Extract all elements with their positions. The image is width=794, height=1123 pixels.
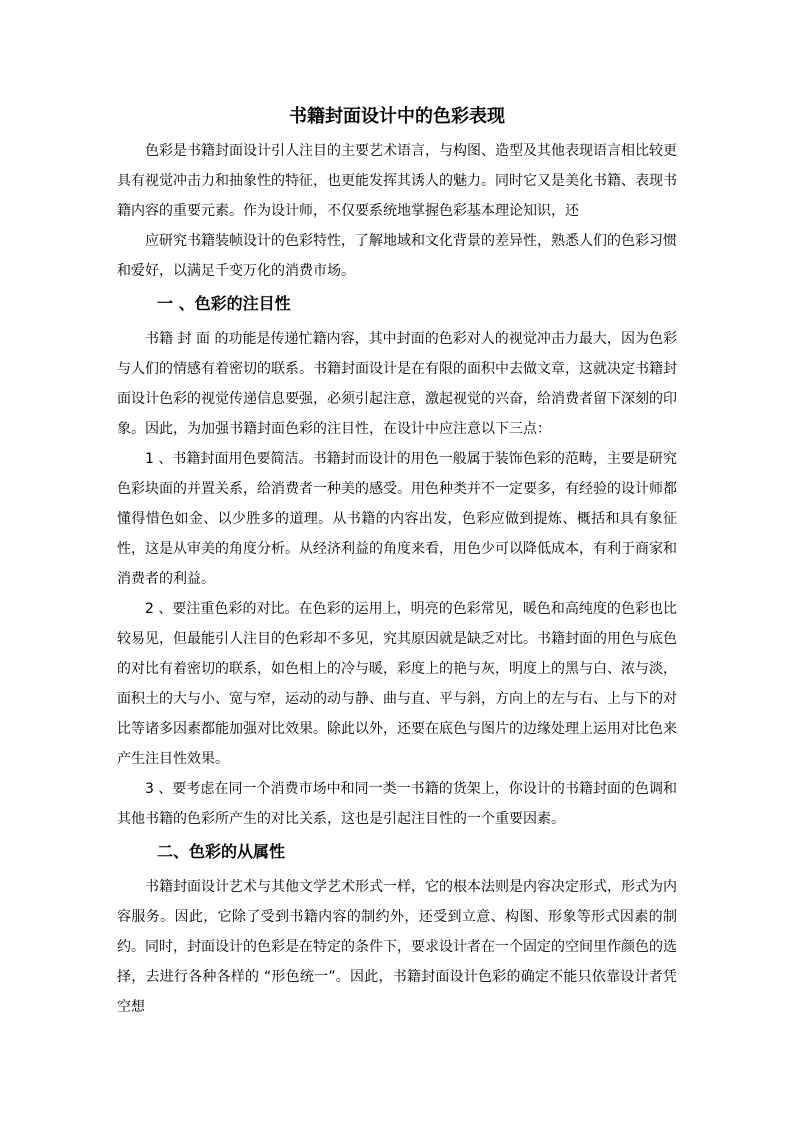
section1-paragraph-3: 2 、要注重色彩的对比。在色彩的运用上，明亮的色彩常见，暖色和高纯度的色彩也比较易见，但最能引人注目的色彩却不多见，究其原因就是缺乏对比。书籍封面的用色与底色的对比有着密切的联系，如色相上的冷与暖，彩度上的艳与灰，明度上的黑与白、浓与淡，面积土的大与小、宽与窄，运动的动与静、曲与直、平与斜，方向上的左与右、上与下的对比等诸多因素都能加强对比效果。除此以外，还要在底色与图片的边缘处理上运用对比色来产生注目性效果。 xyxy=(117,601,677,767)
section1-paragraph-1: 书籍 封 面 的功能是传递忙籍内容，其中封面的色彩对人的视觉冲击力最大，因为色彩与人们的情感有着密切的联系。书籍封面设计是在有限的面积中去做文章，这就决定书籍封面设计色彩的视觉传递信息要强，必须引起注意，激起视觉的兴奋，给消费者留下深刻的印象。因此，为加强书籍封面色彩的注目性，在设计中应注意以下三点： xyxy=(117,331,677,437)
section1-paragraph-4: 3 、要考虑在同一个消费市场中和同一类一书籍的货架上，你设计的书籍封面的色调和其他书籍的色彩所产生的对比关系，这也是引起注目性的一个重要因素。 xyxy=(117,781,677,827)
section2-paragraph-1: 书籍封面设计艺术与其他文学艺术形式一样，它的根本法则是内容决定形式，形式为内容服务。因此，它除了受到书籍内容的制约外，还受到立意、构图、形象等形式因素的制约。同时，封面设计的色彩是在特定的条件下，要求设计者在一个固定的空间里作颜色的选择，去进行各种各样的 “形色统一”。因此，书籍封面设计色彩的确定不能只依靠设计者凭空想 xyxy=(117,879,677,1015)
intro-paragraph-1: 色彩是书籍封面设计引人注目的主要艺术语言，与构图、造型及其他表现语言相比较更具有视觉冲击力和抽象性的特征，也更能发挥其诱人的魅力。同时它又是美化书籍、表现书籍内容的重要元素。作为设计师，不仅要系统地掌握色彩基本理论知识，还 xyxy=(117,143,677,219)
section-heading-1: 一 、色彩的注目性 xyxy=(157,294,291,313)
section1-paragraph-2: 1 、书籍封面用色要简洁。书籍封而设计的用色一般属于装饰色彩的范畴，主要是研究色彩块面的并置关系，给消费者一种美的感受。用色种类并不一定要多，有经验的设计师都懂得惜色如金、以少胜多的道理。从书籍的内容出发，色彩应做到提炼、概括和具有象征性，这是从审美的角度分析。从经济利益的角度来看，用色少可以降低成本，有利于商家和消费者的利益。 xyxy=(117,451,677,587)
intro-paragraph-2: 应研究书籍装帧设计的色彩特性，了解地域和文化背景的差异性，熟悉人们的色彩习惯和爱好，以满足千变万化的消费市场。 xyxy=(117,233,677,279)
document-page xyxy=(117,96,677,1022)
document-title: 书籍封面设计中的色彩表现 xyxy=(289,106,505,127)
section-heading-2: 二、色彩的从属性 xyxy=(157,842,286,861)
